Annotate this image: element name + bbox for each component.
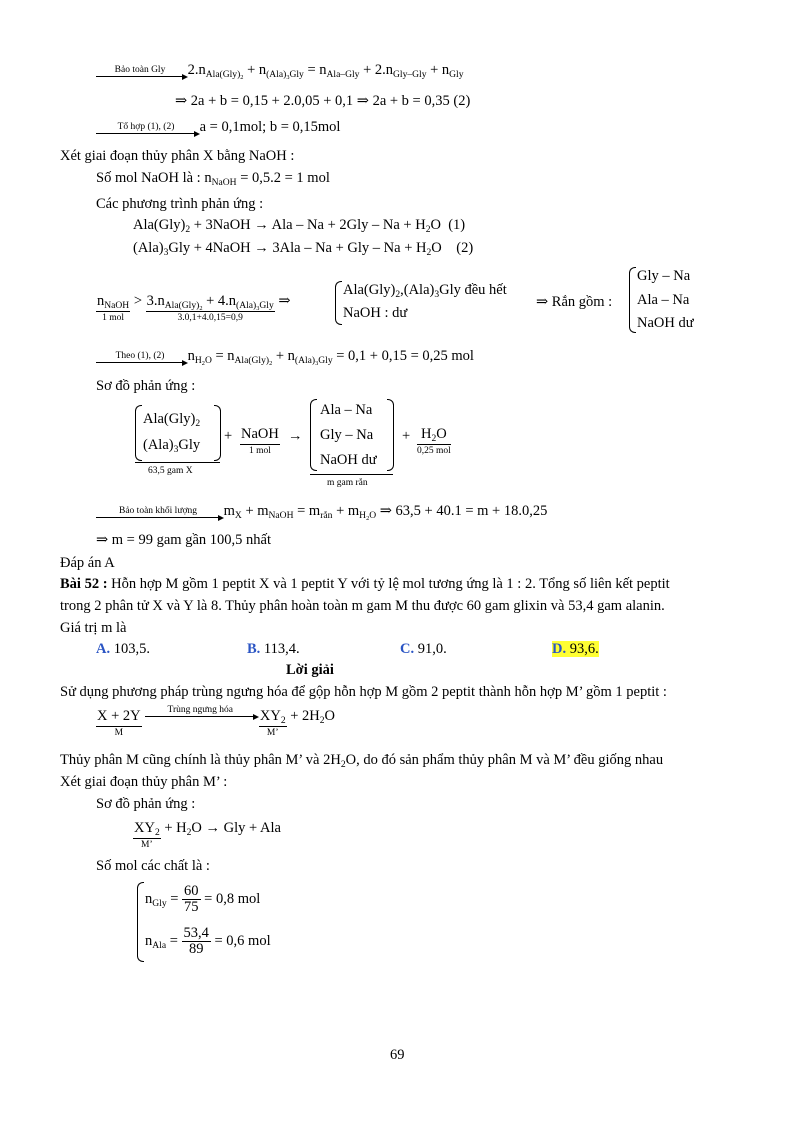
reaction-1: $Ala(Gly)_2$ + 3NaOH → Ala – $Na + 2Gly - Na + H_2O$ (1) [133, 217, 466, 235]
scheme-heading-2: Sơ đồ phản ứng : [96, 796, 196, 812]
scheme-left-brace-close [214, 405, 221, 461]
scheme-water: $H_2O$ 0,25 mol [417, 426, 451, 456]
equations-heading: Các phương trình phản ứng : [96, 196, 264, 212]
scheme-right-item: Gly – Na [320, 427, 374, 443]
gly-conservation-line: Bảo toàn Gly $2.n_{Ala(Gly)_2} + n_{(Ala)_3Gly} = n_{Ala-Gly} + 2.n_{Gly-Gly} + n_{Gly}$ [96, 62, 464, 79]
scheme-right-brace-open [310, 399, 317, 471]
option-d: D. 93,6. [552, 641, 599, 657]
problem-label: Bài 52 : [60, 576, 108, 592]
naoh-mol-line: Số mol NaOH là : $n_{NaOH} = 0,5.2 = 1$ mol [96, 170, 330, 188]
plus-sign: + [224, 428, 233, 444]
plus-sign: + [402, 428, 411, 444]
solid-text: ⇒ Rắn gồm : [536, 294, 613, 310]
solid-item: Gly – Na [637, 268, 691, 284]
naoh-stage-heading: Xét giai đoạn thủy phân X bằng NaOH : [60, 148, 295, 164]
page-number: 69 [390, 1047, 405, 1063]
solution-para-3: Xét giai đoạn thủy phân M’ : [60, 774, 228, 790]
answer-line: Đáp án A [60, 555, 115, 571]
mass-conservation-line: Bảo toàn khối lượng $m_X + m_{NaOH} = m_{rắn} + m_{H_2O}$ ⇒ 63,5 + 40.1 = m + 18.0,25 [96, 503, 547, 520]
reaction-arrow: → [288, 428, 303, 444]
scheme-heading: Sơ đồ phản ứng : [96, 378, 196, 394]
scheme-left-underline [135, 462, 220, 463]
scheme-left-item: $Ala(Gly)_2$ [143, 411, 201, 429]
hydrolysis-line: $XY_2$ M’ + $H_2O$ → Gly + Ala [134, 820, 281, 850]
n-gly-line: $n_{Gly}$ = $\frac{60}{75}$ = 0,8 mol [145, 883, 261, 916]
solid-brace [629, 267, 636, 333]
problem-line-1: Bài 52 : Hỗn hợp M gồm 1 peptit X và 1 peptit Y với tỷ lệ mol tương ứng là 1 : 2. Tổng số liên kết peptit [60, 576, 670, 592]
combine-line: Tổ hợp (1), (2) a = 0,1mol; b = 0,15mol [96, 119, 340, 136]
result-line: ⇒ m = 99 gam gần 100,5 nhất [96, 532, 271, 548]
solution-para-1: Sử dụng phương pháp trùng ngưng hóa để gộp hỗn hợp M gồm 2 peptit thành hỗn hợp M’ gồm 1 peptit : [60, 684, 667, 700]
solution-para-2: Thủy phân M cũng chính là thủy phân M’ và $2H_2O$, do đó sản phẩm thủy phân M và M’ đều giống nhau [60, 752, 664, 770]
mol-heading: Số mol các chất là : [96, 858, 210, 874]
theo-arrow: Theo (1), (2) [96, 354, 184, 365]
n-ala-line: $n_{Ala}$ = $\frac{53,4}{89}$ = 0,6 mol [145, 925, 271, 958]
polymerisation-line: X + 2Y M Trùng ngưng hóa $XY_2$ M’ + $2H_2O$ [97, 705, 336, 738]
compare-line: $n_{NaOH}$ 1 mol > $3.n_{Ala(Gly)_2} + 4.n_{(Ala)_3Gly}$ 3.0,1+4.0,15=0,9 ⇒ [97, 293, 291, 323]
scheme-naoh: NaOH 1 mol [241, 426, 279, 456]
scheme-right-cap: m gam rắn [327, 478, 368, 488]
mol-brace [137, 882, 144, 962]
reaction-2: $(Ala)_3Gly$ + 4NaOH → 3Ala – Na + Gly – $Na + H_2O$ (2) [133, 240, 474, 258]
scheme-right-item: Ala – Na [320, 402, 373, 418]
scheme-left-item: $(Ala)_3Gly$ [143, 437, 201, 455]
solid-item: Ala – Na [637, 292, 690, 308]
scheme-left-brace-open [135, 405, 142, 461]
problem-line-2: trong 2 phân tử X và Y là 8. Thủy phân hoàn toàn m gam M thu được 60 gam glixin và 53,4 gam alanin. [60, 598, 665, 614]
option-a: A. 103,5. [96, 641, 150, 657]
option-c: C. 91,0. [400, 641, 447, 657]
case-brace [335, 281, 342, 325]
equation-2: ⇒ 2a + b = 0,15 + 2.0,05 + 0,1 ⇒ 2a + b = 0,35 (2) [175, 93, 471, 109]
solid-item: NaOH dư [637, 315, 694, 331]
naoh-underbrace: $n_{NaOH}$ 1 mol [97, 293, 130, 323]
combine-arrow: Tổ hợp (1), (2) [96, 125, 196, 136]
problem-line-3: Giá trị m là [60, 620, 127, 636]
scheme-right-underline [310, 474, 393, 475]
case-line-1: $Ala(Gly)_2,(Ala)_3Gly$ đều hết [343, 282, 507, 300]
mass-arrow: Bảo toàn khối lượng [96, 509, 220, 520]
scheme-right-item: NaOH dư [320, 452, 377, 468]
solution-title: Lời giải [286, 662, 334, 678]
scheme-right-brace-close [387, 399, 394, 471]
case-line-2: NaOH : dư [343, 305, 408, 321]
scheme-left-cap: 63,5 gam X [148, 466, 193, 476]
peptide-sum-underbrace: $3.n_{Ala(Gly)_2} + 4.n_{(Ala)_3Gly}$ 3.0,1+4.0,15=0,9 [146, 293, 274, 323]
water-mol-line: Theo (1), (2) $n_{H_2O} = n_{Ala(Gly)_2} + n_{(Ala)_3Gly} = 0,1 + 0,15 = 0,25$ mol [96, 348, 474, 365]
option-b: B. 113,4. [247, 641, 300, 657]
gly-conservation-arrow: Bảo toàn Gly [96, 68, 184, 79]
